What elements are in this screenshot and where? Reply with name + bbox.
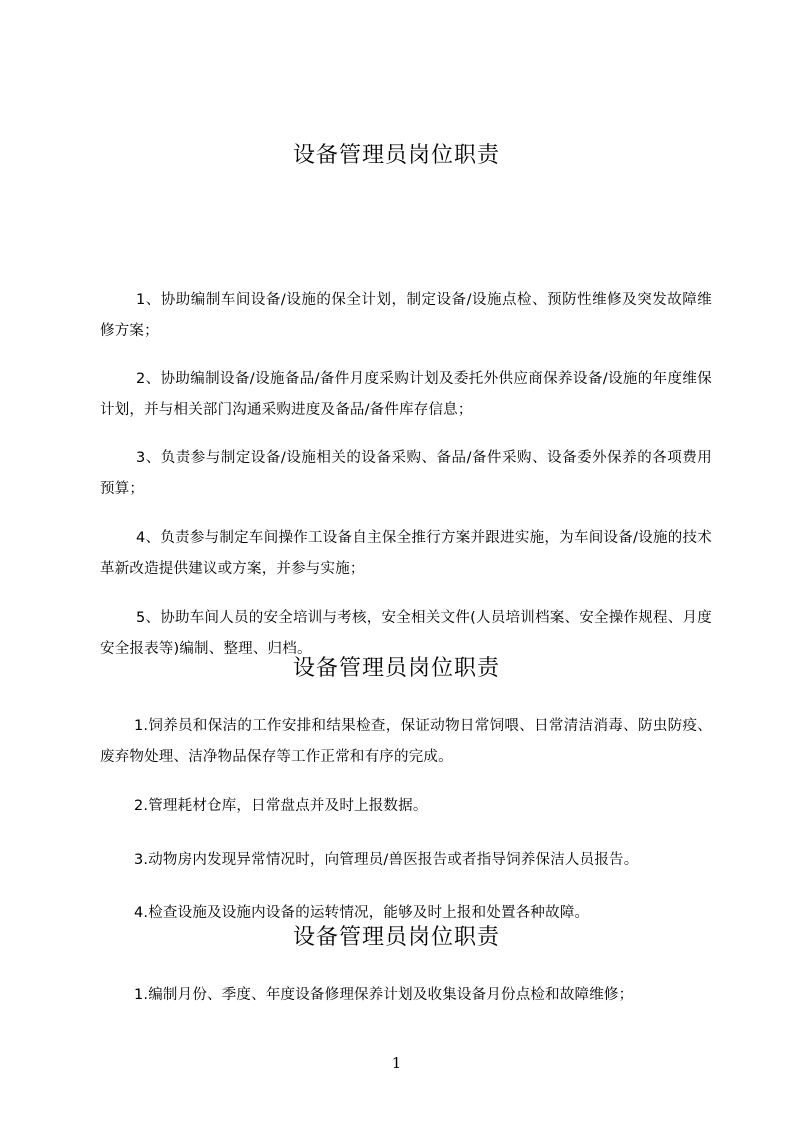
section-2-paragraph-3: 3.动物房内发现异常情况时，向管理员/兽医报告或者指导饲养保洁人员报告。 — [134, 852, 639, 868]
section-1-paragraph-1: 1、协助编制车间设备/设施的保全计划，制定设备/设施点检、预防性维修及突发故障维修方案； — [100, 292, 712, 339]
section-2-paragraph-2: 2.管理耗材仓库，日常盘点并及时上报数据。 — [134, 798, 428, 814]
section-1-title: 设备管理员岗位职责 — [292, 143, 500, 168]
section-1-paragraph-3: 3、负责参与制定设备/设施相关的设备采购、备品/备件采购、设备委外保养的各项费用预算； — [100, 450, 712, 497]
section-1-paragraph-2: 2、协助编制设备/设施备品/备件月度采购计划及委托外供应商保养设备/设施的年度维保计划，并与相关部门沟通采购进度及备品/备件库存信息； — [100, 371, 712, 418]
page-number: 1 — [391, 1054, 402, 1072]
section-2-paragraph-4: 4.检查设施及设施内设备的运转情况，能够及时上报和处置各种故障。 — [134, 905, 590, 921]
section-3-paragraph-1: 1.编制月份、季度、年度设备修理保养计划及收集设备月份点检和故障维修； — [134, 987, 634, 1003]
section-3-title: 设备管理员岗位职责 — [292, 925, 500, 950]
section-2-paragraph-1: 1.饲养员和保洁的工作安排和结果检查，保证动物日常饲喂、日常清洁消毒、防虫防疫、废弃物处理、洁净物品保存等工作正常和有序的完成。 — [100, 718, 712, 765]
section-2-title: 设备管理员岗位职责 — [292, 656, 500, 681]
section-1-paragraph-5: 5、协助车间人员的安全培训与考核，安全相关文件(人员培训档案、安全操作规程、月度安全报表等)编制、整理、归档。 — [100, 610, 712, 657]
section-1-paragraph-4: 4、负责参与制定车间操作工设备自主保全推行方案并跟进实施，为车间设备/设施的技术革新改造提供建议或方案，并参与实施； — [100, 530, 712, 577]
